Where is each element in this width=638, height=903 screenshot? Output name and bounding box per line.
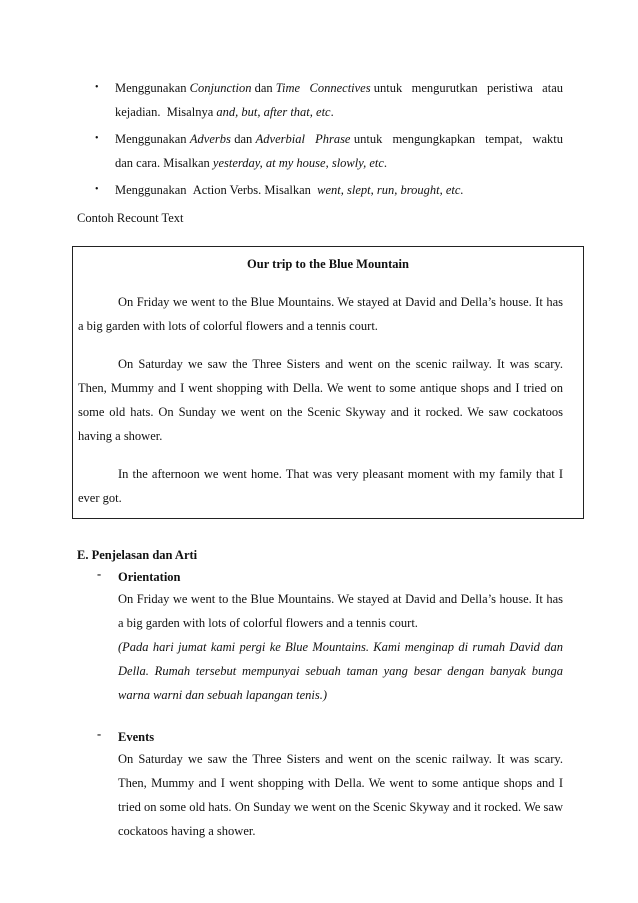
orientation-block bbox=[77, 567, 563, 707]
bullet-item bbox=[95, 76, 563, 124]
orientation-translation: (Pada hari jumat kami pergi ke Blue Mountains. Kami menginap di rumah David dan Della. Rumah tersebut mempunyai sebuah taman yang besar dengan banyak bunga warna warni dan sebuah lapangan tenis.) bbox=[118, 640, 563, 702]
dash-marker: - bbox=[97, 727, 102, 741]
bullet-item bbox=[95, 127, 563, 175]
bullet-icon: • bbox=[95, 184, 99, 195]
story-paragraph: On Friday we went to the Blue Mountains. We stayed at David and Della’s house. It has a big garden with lots of colorful flowers and a tennis court. bbox=[78, 295, 563, 333]
section-title: E. Penjelasan dan Arti bbox=[77, 548, 198, 562]
orientation-text: On Friday we went to the Blue Mountains. We stayed at David and Della’s house. It has a big garden with lots of colorful flowers and a tennis court. bbox=[118, 592, 563, 630]
orientation-body bbox=[118, 587, 563, 707]
bullet-text: Menggunakan Adverbs dan Adverbial Phrase untuk mengungkapkan tempat, waktu dan cara. Misalkan yesterday, at my house, slowly, etc. bbox=[115, 132, 563, 170]
recount-text-box bbox=[72, 246, 584, 519]
dash-marker: - bbox=[97, 567, 102, 581]
events-text: On Saturday we saw the Three Sisters and went on the scenic railway. It was scary. Then, Mummy and I went shopping with Della. We went to some antique shops and I tried on some old hats. On Sunday we went on the Scenic Skyway and it rocked. We saw cockatoos having a shower. bbox=[118, 752, 563, 838]
explanation-section bbox=[77, 545, 563, 843]
story-title: Our trip to the Blue Mountain bbox=[247, 257, 409, 271]
feature-bullet-list bbox=[95, 76, 563, 205]
events-body bbox=[118, 747, 563, 843]
story-paragraph: In the afternoon we went home. That was very pleasant moment with my family that I ever got. bbox=[78, 467, 563, 505]
bullet-item bbox=[95, 178, 563, 202]
story-paragraph: On Saturday we saw the Three Sisters and went on the scenic railway. It was scary. Then, Mummy and I went shopping with Della. We went to some antique shops and I tried on some old hats. On Sunday we went on the Scenic Skyway and it rocked. We saw cockatoos having a shower. bbox=[78, 357, 563, 443]
bullet-text: Menggunakan Conjunction dan Time Connectives untuk mengurutkan peristiwa atau kejadian. Misalnya and, but, after that, etc. bbox=[115, 81, 564, 119]
bullet-icon: • bbox=[95, 133, 99, 144]
orientation-heading: Orientation bbox=[118, 570, 181, 584]
bullet-icon: • bbox=[95, 82, 99, 93]
events-heading: Events bbox=[118, 730, 155, 744]
events-block bbox=[77, 727, 563, 843]
bullet-text: Menggunakan Action Verbs. Misalkan went, slept, run, brought, etc. bbox=[115, 183, 464, 197]
example-label: Contoh Recount Text bbox=[77, 211, 184, 225]
